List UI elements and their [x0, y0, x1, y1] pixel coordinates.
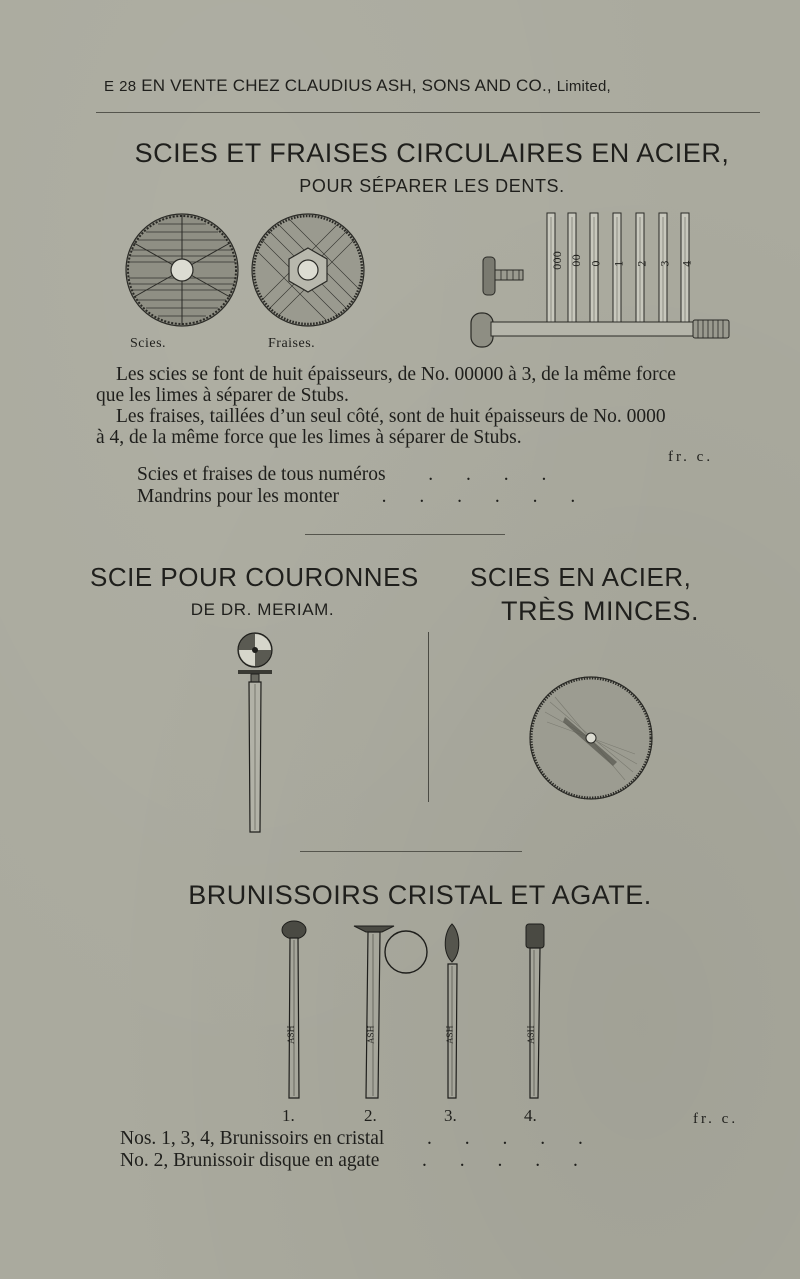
section-divider-1	[305, 534, 505, 535]
price-item-label: No. 2, Brunissoir disque en agate	[120, 1150, 380, 1171]
burnishers-illustration	[270, 918, 570, 1103]
burnisher-number-1: 1.	[282, 1106, 295, 1125]
gauge-label-00: 00	[571, 254, 583, 267]
section1-title: SCIES ET FRAISES CIRCULAIRES EN ACIER,	[134, 138, 730, 168]
section1-subtitle: POUR SÉPARER LES DENTS.	[299, 176, 565, 196]
leader-dots: . . . . .	[384, 1150, 592, 1171]
price-item-label: Nos. 1, 3, 4, Brunissoirs en cristal	[120, 1128, 385, 1149]
caption-saws: Scies.	[130, 336, 167, 351]
section-divider-2	[300, 851, 522, 852]
column-divider	[428, 632, 429, 802]
para1-line1: Les scies se font de huit épaisseurs, de No. 00000 à 3, de la même force	[116, 364, 676, 385]
tool-mark-3: ASH	[445, 1025, 455, 1044]
price-item-mandrels	[137, 486, 589, 508]
crown-saw-illustration	[228, 632, 288, 837]
circular-saws-illustration	[120, 205, 380, 335]
page-number: 28	[119, 78, 137, 95]
section2-right-title: SCIES EN ACIER,	[470, 562, 692, 592]
price-item-agate-burnisher	[120, 1150, 592, 1172]
gauge-label-2: 2	[637, 260, 649, 267]
burnisher-number-3: 3.	[444, 1106, 457, 1125]
running-head-text: EN VENTE CHEZ CLAUDIUS ASH, SONS AND CO.,	[141, 76, 552, 95]
gauge-and-mandrel-illustration	[465, 205, 735, 355]
burnisher-number-4: 4.	[524, 1106, 537, 1125]
section2-left-subtitle: DE DR. MERIAM.	[190, 600, 335, 619]
thin-steel-saw-illustration	[525, 672, 657, 804]
para2-line2: à 4, de la même force que les limes à séparer de Stubs.	[96, 427, 522, 448]
header-rule	[96, 112, 760, 113]
price-item-label: Mandrins pour les monter	[137, 486, 340, 507]
tool-mark-2: ASH	[366, 1025, 376, 1044]
gauge-label-3: 3	[660, 260, 672, 267]
section3-title: BRUNISSOIRS CRISTAL ET AGATE.	[188, 880, 652, 910]
price-item-crystal-burnishers	[120, 1128, 597, 1150]
para2-line1: Les fraises, taillées d’un seul côté, sont de huit épaisseurs de No. 0000	[116, 406, 666, 427]
para1-line2: que les limes à séparer de Stubs.	[96, 385, 349, 406]
leader-dots: . . . .	[390, 464, 561, 485]
running-head	[104, 76, 744, 96]
section3-currency: fr. c.	[693, 1111, 739, 1127]
burnisher-number-2: 2.	[364, 1106, 377, 1125]
gauge-label-1: 1	[614, 260, 626, 267]
tool-mark-4: ASH	[526, 1025, 536, 1044]
gauge-label-0: 0	[591, 260, 603, 267]
section2-left-title: SCIE POUR COURONNES	[90, 562, 419, 592]
price-item-saws-burs	[137, 464, 560, 486]
leader-dots: . . . . . .	[343, 486, 590, 507]
gauge-label-4: 4	[682, 260, 694, 267]
tool-mark-1: ASH	[286, 1025, 296, 1044]
section2-right-subtitle: TRÈS MINCES.	[500, 596, 700, 626]
price-item-label: Scies et fraises de tous numéros	[137, 464, 386, 485]
leader-dots: . . . . .	[389, 1128, 597, 1149]
page-prefix: E	[104, 78, 115, 95]
running-head-limited: Limited,	[556, 78, 611, 95]
caption-burs: Fraises.	[268, 336, 316, 351]
section1-currency: fr. c.	[668, 449, 714, 465]
gauge-label-000: 000	[553, 250, 565, 271]
